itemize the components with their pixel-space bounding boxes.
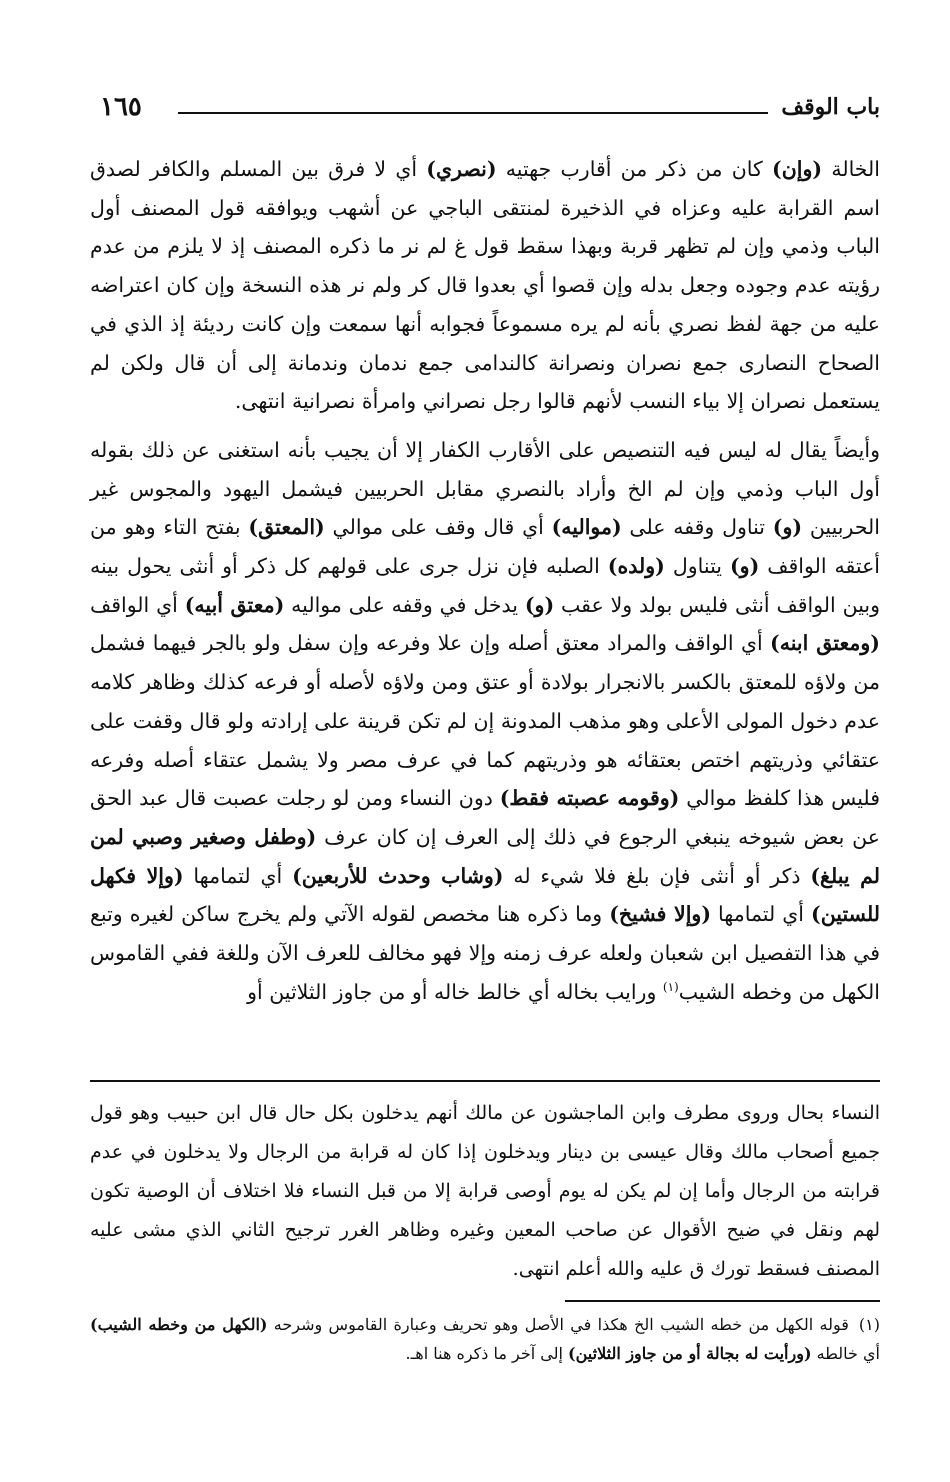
text-run: أي الواقف والمراد معتق أصله وإن علا وفرعه وإن سفل ولو بالجر فيهما فشمل من ولاؤه للمعتق بالكسر بالانجرار بولادة أو عتق ومن ولاؤه لأصله أو فرعه كذلك وظاهر كلامه عدم دخول المولى الأعلى وهو مذهب المدونة إن لم تكن قرينة على إرادته ولو قال وقفت على عتقائي وذريتهم اختص بعتقائه هو وذريتهم كما في عرف مصر ولا يشمل عتقاء أصله وفرعه فليس هذا كلفظ موالي: [90, 631, 880, 811]
book-page: [90, 70, 880, 1460]
bold-term: (و): [524, 592, 555, 617]
text-run: أي قال وقف على موالي: [324, 515, 552, 540]
bold-term: (نصري): [426, 157, 497, 181]
text-run: وما ذكره هنا مخصص لقوله الآتي ولم يخرج ساكن لغيره وتبع في هذا التفصيل ابن شعبان ولعله عرف زمنه وإلا فهو مخالف للعرف الآن وللغة ففي القاموس الكهل من وخطه الشيب: [90, 902, 880, 1004]
text-run: أي لتمامها: [711, 902, 811, 927]
bold-term: (وإن): [772, 157, 823, 181]
bold-term: (و): [772, 515, 803, 540]
text-run: دون النساء ومن لو رجلت عصبت قال عبد الحق عن بعض شيوخه ينبغي الرجوع في ذلك إلى العرف إن كان عرف: [90, 786, 880, 849]
text-run: وأيضاً يقال له ليس فيه التنصيص على الأقارب الكفار إلا أن يجيب بأنه استغنى عن ذلك بقوله أول الباب وذمي وإن لم الخ وأراد بالنصري مقابل الحربيين فيشمل اليهود والمجوس غير الحربيين: [90, 437, 880, 540]
page-number: ١٦٥: [100, 92, 142, 122]
bold-term: (ومعتق ابنه): [770, 631, 880, 656]
text-run: أي الواقف: [90, 592, 185, 617]
bold-term: (وإلا فكهل للستين): [90, 863, 880, 927]
bold-term: (مواليه): [551, 515, 622, 540]
commentary-text: النساء بحال وروى مطرف وابن الماجشون عن مالك أنهم يدخلون بكل حال قال ابن حبيب وهو قول جميع أصحاب مالك وقال عيسى بن دينار ويدخلون إذا كان له قرابة من الرجال ولا يدخلون في عدم قرابته من الرجال وأما إن لم يكن له يوم أوصى قرابة إلا من قبل النساء فلا اختلاف أن الوصية تكون لهم ونقل في ضيح الأقوال عن صاحب المعين وغيره وظاهر الغرر ترجيح الثاني الذي مشى عليه المصنف فسقط تورك ق عليه والله أعلم انتهى.: [90, 1102, 880, 1280]
text-run: تناول وقفه على: [621, 515, 773, 540]
paragraph-2: [90, 431, 880, 1012]
bold-term: (المعتق): [248, 515, 325, 540]
footnote-marker: (١): [662, 979, 679, 994]
footnote-number: (١): [858, 1315, 880, 1334]
text-run: يدخل في وقفه على مواليه: [284, 592, 525, 617]
text-run: ذكر أو أنثى فإن بلغ فلا شيء له: [503, 863, 811, 888]
text-run: كان من ذكر من أقارب جهتيه: [496, 157, 773, 181]
bold-term: (وشاب وحدث للأربعين): [292, 863, 504, 888]
main-text: [90, 150, 880, 1011]
bold-term: (وقومه عصبته فقط): [499, 786, 680, 811]
footnote: [90, 1310, 880, 1368]
text-run: ورايب بخاله أي خالط خاله أو من جاوز الثلاثين أو: [247, 979, 663, 1004]
text-run: أي لتمامها: [183, 863, 293, 888]
commentary-divider: [90, 1080, 880, 1082]
text-run: يتناول: [664, 554, 730, 579]
paragraph-1: [90, 150, 880, 421]
text-run: بفتح التاء وهو من أعتقه الواقف: [90, 515, 881, 579]
bold-term: (ورأيت له بجالة أو من جاوز الثلاثين): [568, 1344, 812, 1363]
bold-term: (معتق أبيه): [184, 592, 285, 617]
text-run: إلى آخر ما ذكره هنا اهـ.: [405, 1344, 569, 1363]
footnote-divider: [565, 1300, 880, 1302]
text-run: أي خالطه: [811, 1344, 880, 1363]
running-title: باب الوقف: [781, 94, 880, 120]
footnote-text: [90, 1315, 880, 1363]
text-run: الخالة: [822, 157, 880, 181]
bold-term: (وإلا فشيخ): [609, 902, 712, 927]
bold-term: (الكهل من وخطه الشيب): [90, 1315, 268, 1334]
bold-term: (ولده): [607, 554, 665, 579]
page-header: [90, 92, 880, 132]
text-run: أي لا فرق بين المسلم والكافر لصدق اسم القرابة عليه وعزاه في الذخيرة لمنتقى الباجي عن أشهب ويوافقه قول المصنف أول الباب وذمي وإن لم تظهر قربة وبهذا سقط قول غ لم نر ما ذكره المصنف إذ لا يلزم من عدم رؤيته عدم وجوده وجعل بدله وإن قصوا أي بعدوا قال كر ولم نر هذه النسخة وإن كان اعتراضه عليه من جهة لفظ نصري بأنه لم يره مسموعاً فجوابه أنها سمعت وإن كانت رديئة إذ الذي في الصحاح النصارى جمع نصران ونصرانة كالندامى جمع ندمان وندمانة إلى أن قال ولكن لم يستعمل نصران إلا بياء النسب لأنهم قالوا رجل نصراني وامرأة نصرانية انتهى.: [90, 157, 880, 414]
bold-term: (و): [729, 554, 760, 579]
bold-term: (وطفل وصغير وصبي لمن لم يبلغ): [90, 824, 880, 888]
text-run: الصلبه فإن نزل جرى على قولهم كل ذكر أو أنثى يحول بينه وبين الواقف أنثى فليس بولد ولا عقب: [90, 554, 880, 617]
header-rule: [178, 112, 768, 114]
text-run: قوله الكهل من خطه الشيب الخ هكذا في الأصل وهو تحريف وعبارة القاموس وشرحه: [267, 1315, 849, 1334]
